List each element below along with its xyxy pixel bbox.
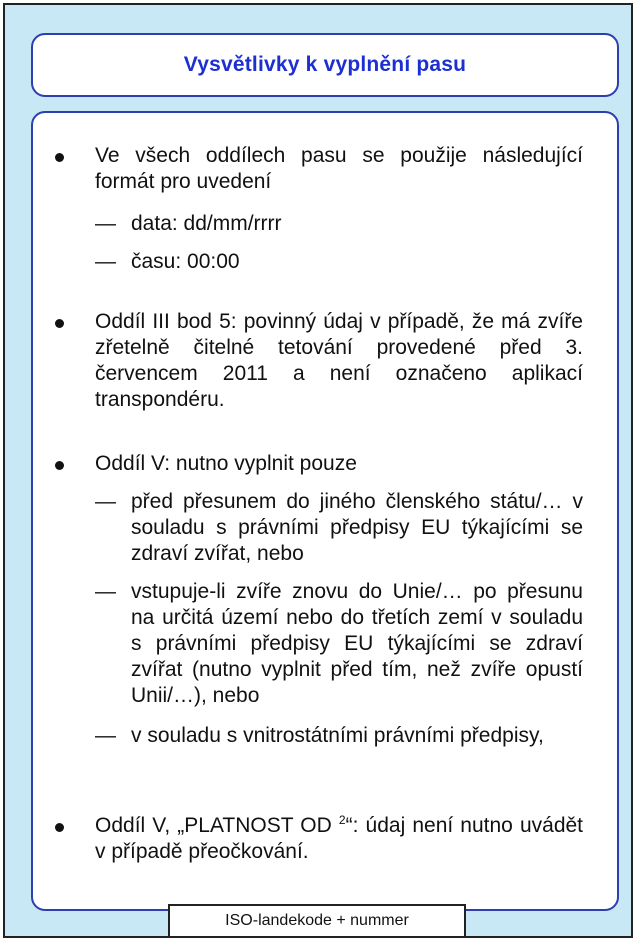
bullet-icon [55, 153, 64, 162]
list-item-text: Ve všech oddílech pasu se použije následující formát pro uvedení [95, 144, 583, 193]
dash-icon: — [95, 250, 116, 273]
list-item-text-end: “: údaj není nutno uvádět v případě přeočkování. [95, 814, 584, 863]
passport-page [3, 3, 633, 938]
dash-icon: — [95, 490, 116, 513]
list-item-text: Oddíl III bod 5: povinný údaj v případě, že má zvíře zřetelně čitelné tetování provedené před 3. červencem 2011 a není označeno aplikací transpondéru. [95, 310, 583, 411]
sub-item-text: času: 00:00 [131, 250, 240, 273]
list-item-text: Oddíl V: nutno vyplnit pouze [95, 452, 357, 475]
dash-icon: — [95, 212, 116, 235]
sub-item-text: vstupuje-li zvíře znovu do Unie/… po přesunu na určitá území nebo do třetích zemí v souladu s právními předpisy EU týkajícími se zdraví zvířat (nutno vyplnit před tím, než zvíře opustí Unii/…), nebo [131, 580, 583, 707]
list-item-text [95, 813, 583, 865]
sub-item-text: data: dd/mm/rrrr [131, 212, 282, 235]
iso-code-box [168, 904, 466, 938]
iso-code-label: ISO-landekode + nummer [225, 912, 409, 929]
list-item-text-start: Oddíl V, „PLATNOST OD [95, 814, 339, 837]
footnote-marker: 2 [338, 813, 346, 827]
bullet-icon [55, 319, 64, 328]
dash-icon: — [95, 580, 116, 603]
page-title: Vysvětlivky k vyplnění pasu [183, 53, 467, 76]
bullet-icon [55, 823, 64, 832]
dash-icon: — [95, 724, 116, 747]
sub-item-text: před přesunem do jiného členského státu/… v souladu s právními předpisy EU týkajícími se zdraví zvířat, nebo [131, 490, 583, 565]
bullet-icon [55, 461, 64, 470]
title-box [31, 33, 619, 97]
sub-item-text: v souladu s vnitrostátními právními předpisy, [131, 724, 544, 747]
content-box [31, 111, 619, 911]
